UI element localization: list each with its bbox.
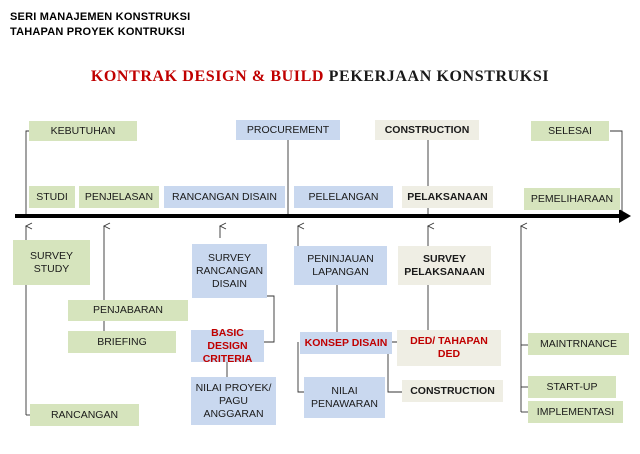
basic-design-criteria-box: BASIC DESIGN CRITERIA [191, 330, 264, 362]
briefing-box: BRIEFING [68, 331, 176, 353]
title-part-construction: PEKERJAAN KONSTRUKSI [328, 68, 550, 85]
phase-selesai: SELESAI [531, 121, 609, 141]
maintrnance-box: MAINTRNANCE [528, 333, 629, 355]
timeline-arrowhead [619, 209, 631, 223]
timeline-bar [15, 214, 627, 218]
nilai-proyek-box: NILAI PROYEK/ PAGU ANGGARAN [191, 377, 276, 425]
penjabaran-box: PENJABARAN [68, 300, 188, 321]
survey-study-box: SURVEY STUDY [13, 240, 90, 285]
stage-studi: STUDI [29, 186, 75, 208]
rancangan-box: RANCANGAN [30, 404, 139, 426]
stage-penjelasan: PENJELASAN [79, 186, 159, 208]
stage-pelaksanaan: PELAKSANAAN [402, 186, 493, 208]
phase-construction: CONSTRUCTION [375, 120, 479, 140]
rancangan-detail-link [264, 296, 274, 342]
construction-detail-box: CONSTRUCTION [402, 380, 503, 402]
stage-pelelangan: PELELANGAN [294, 186, 393, 208]
ded-tahapan-box: DED/ TAHAPAN DED [397, 330, 501, 366]
title-part-contract: KONTRAK DESIGN & BUILD [90, 68, 325, 85]
series-subheader: TAHAPAN PROYEK KONTRUKSI [10, 26, 185, 38]
survey-rancangan-disain-box: SURVEY RANCANGAN DISAIN [192, 244, 267, 298]
nilai-penawaran-box: NILAI PENAWARAN [304, 377, 385, 418]
survey-pelaksanaan-box: SURVEY PELAKSANAAN [398, 246, 491, 285]
stage-pemeliharaan: PEMELIHARAAN [524, 188, 620, 210]
phase-procurement: PROCUREMENT [236, 120, 340, 140]
implementasi-box: IMPLEMENTASI [528, 401, 623, 423]
peninjauan-lapangan-box: PENINJAUAN LAPANGAN [294, 246, 387, 285]
stage-rancangan-disain: RANCANGAN DISAIN [164, 186, 285, 208]
konsep-disain-box: KONSEP DISAIN [300, 332, 392, 354]
series-header: SERI MANAJEMEN KONSTRUKSI [10, 11, 191, 23]
phase-kebutuhan: KEBUTUHAN [29, 121, 137, 141]
start-up-box: START-UP [528, 376, 616, 398]
